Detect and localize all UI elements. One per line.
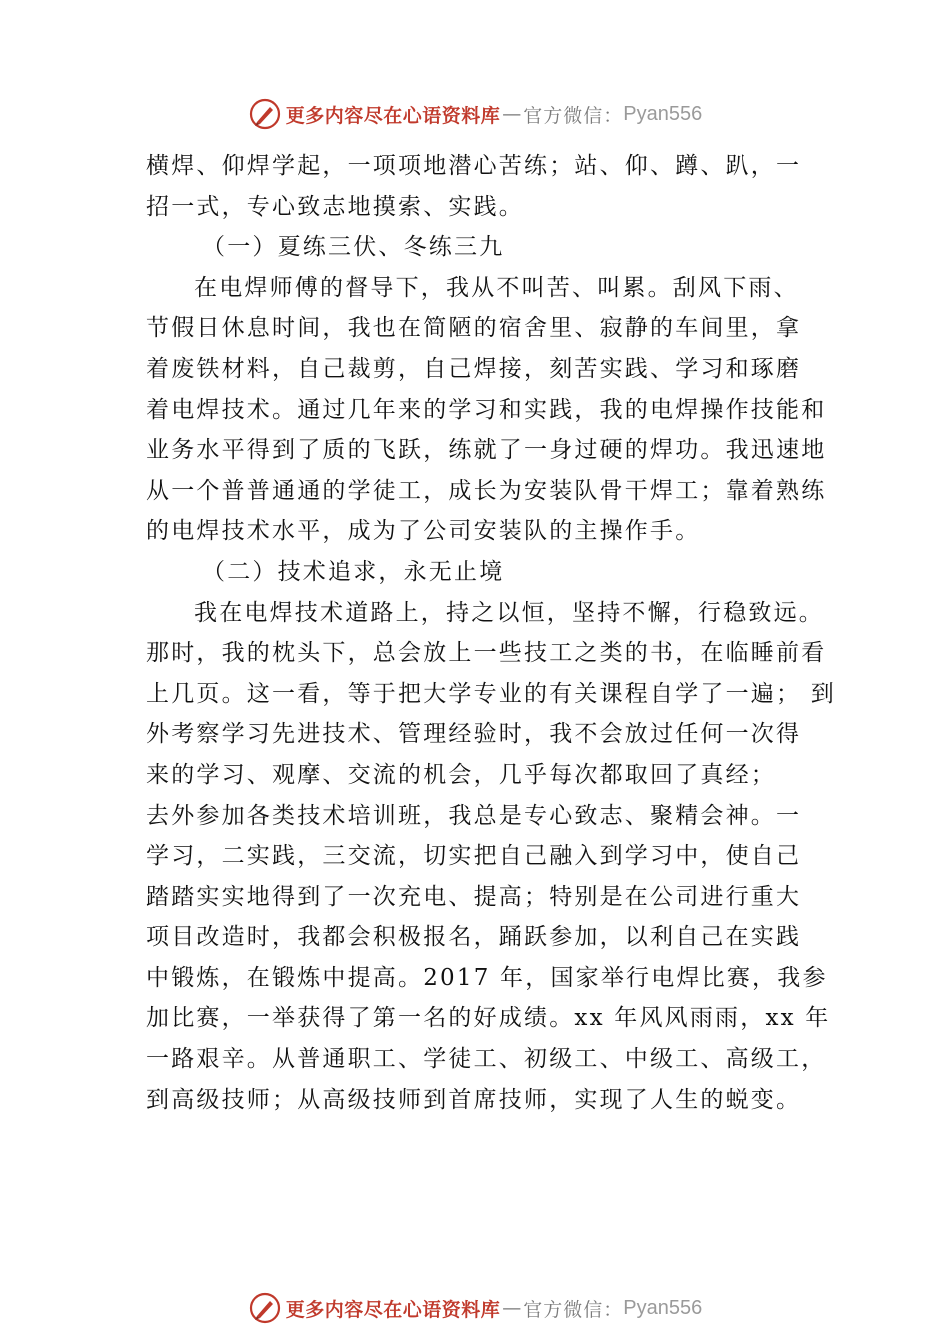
text-line: 招一式，专心致志地摸索、实践。	[146, 193, 524, 220]
text-line: 节假日休息时间，我也在简陋的宿舍里、寂静的车间里，拿	[146, 315, 802, 342]
pen-logo-icon	[248, 1291, 282, 1325]
text-line: 项目改造时，我都会积极报名，踊跃参加，以利自己在实践	[146, 924, 802, 951]
brand-text: 更多内容尽在心语资料库	[285, 104, 501, 127]
wechat-id: Pyan556	[623, 102, 703, 125]
pen-logo-icon	[248, 97, 282, 131]
section-heading-2: （二）技术追求，永无止境	[202, 558, 505, 585]
text-line: 来的学习、观摩、交流的机会，几乎每次都取回了真经；	[146, 761, 776, 788]
brand-text: 更多内容尽在心语资料库	[285, 1298, 501, 1321]
text-line: 外考察学习先进技术、管理经验时，我不会放过任何一次得	[146, 721, 802, 748]
text-line: 在电焊师傅的督导下，我从不叫苦、叫累。刮风下雨、	[194, 274, 799, 301]
text-line: 上几页。这一看，等于把大学专业的有关课程自学了一遍； 到	[146, 680, 836, 707]
banner-dash: —	[502, 103, 522, 125]
wechat-label: 官方微信：	[523, 1298, 624, 1321]
text-line: 学习，二实践，三交流，切实把自己融入到学习中，使自己	[146, 843, 802, 870]
text-line: 横焊、仰焊学起，一项项地潜心苦练；站、仰、蹲、趴，一	[146, 153, 802, 179]
wechat-id: Pyan556	[623, 1296, 703, 1319]
text-line: 业务水平得到了质的飞跃，练就了一身过硬的焊功。我迅速地	[146, 437, 827, 464]
banner-dash: —	[502, 1297, 522, 1319]
text-line: 的电焊技术水平，成为了公司安装队的主操作手。	[146, 518, 701, 545]
text-line: 着废铁材料，自己裁剪，自己焊接，刻苦实践、学习和琢磨	[146, 355, 802, 382]
footer-banner	[0, 1286, 950, 1330]
header-banner	[0, 92, 950, 136]
section-heading-1: （一）夏练三伏、冬练三九	[202, 234, 505, 261]
text-line: 我在电焊技术道路上，持之以恒，坚持不懈，行稳致远。	[194, 599, 824, 626]
text-line: 着电焊技术。通过几年来的学习和实践，我的电焊操作技能和	[146, 396, 827, 423]
text-line: 加比赛，一举获得了第一名的好成绩。xx 年风风雨雨，xx 年	[146, 1005, 831, 1032]
text-line: 那时，我的枕头下，总会放上一些技工之类的书，在临睡前看	[146, 640, 827, 667]
text-line: 去外参加各类技术培训班，我总是专心致志、聚精会神。一	[146, 802, 802, 829]
document-body	[146, 146, 836, 1120]
text-line: 中锻炼，在锻炼中提高。2017 年，国家举行电焊比赛，我参	[146, 964, 828, 991]
text-line: 从一个普普通通的学徒工，成长为安装队骨干焊工；靠着熟练	[146, 477, 827, 504]
text-line: 一路艰辛。从普通职工、学徒工、初级工、中级工、高级工，	[146, 1046, 827, 1073]
text-line: 到高级技师；从高级技师到首席技师，实现了人生的蜕变。	[146, 1086, 802, 1113]
text-line: 踏踏实实地得到了一次充电、提高；特别是在公司进行重大	[146, 883, 802, 910]
wechat-label: 官方微信：	[523, 104, 624, 127]
